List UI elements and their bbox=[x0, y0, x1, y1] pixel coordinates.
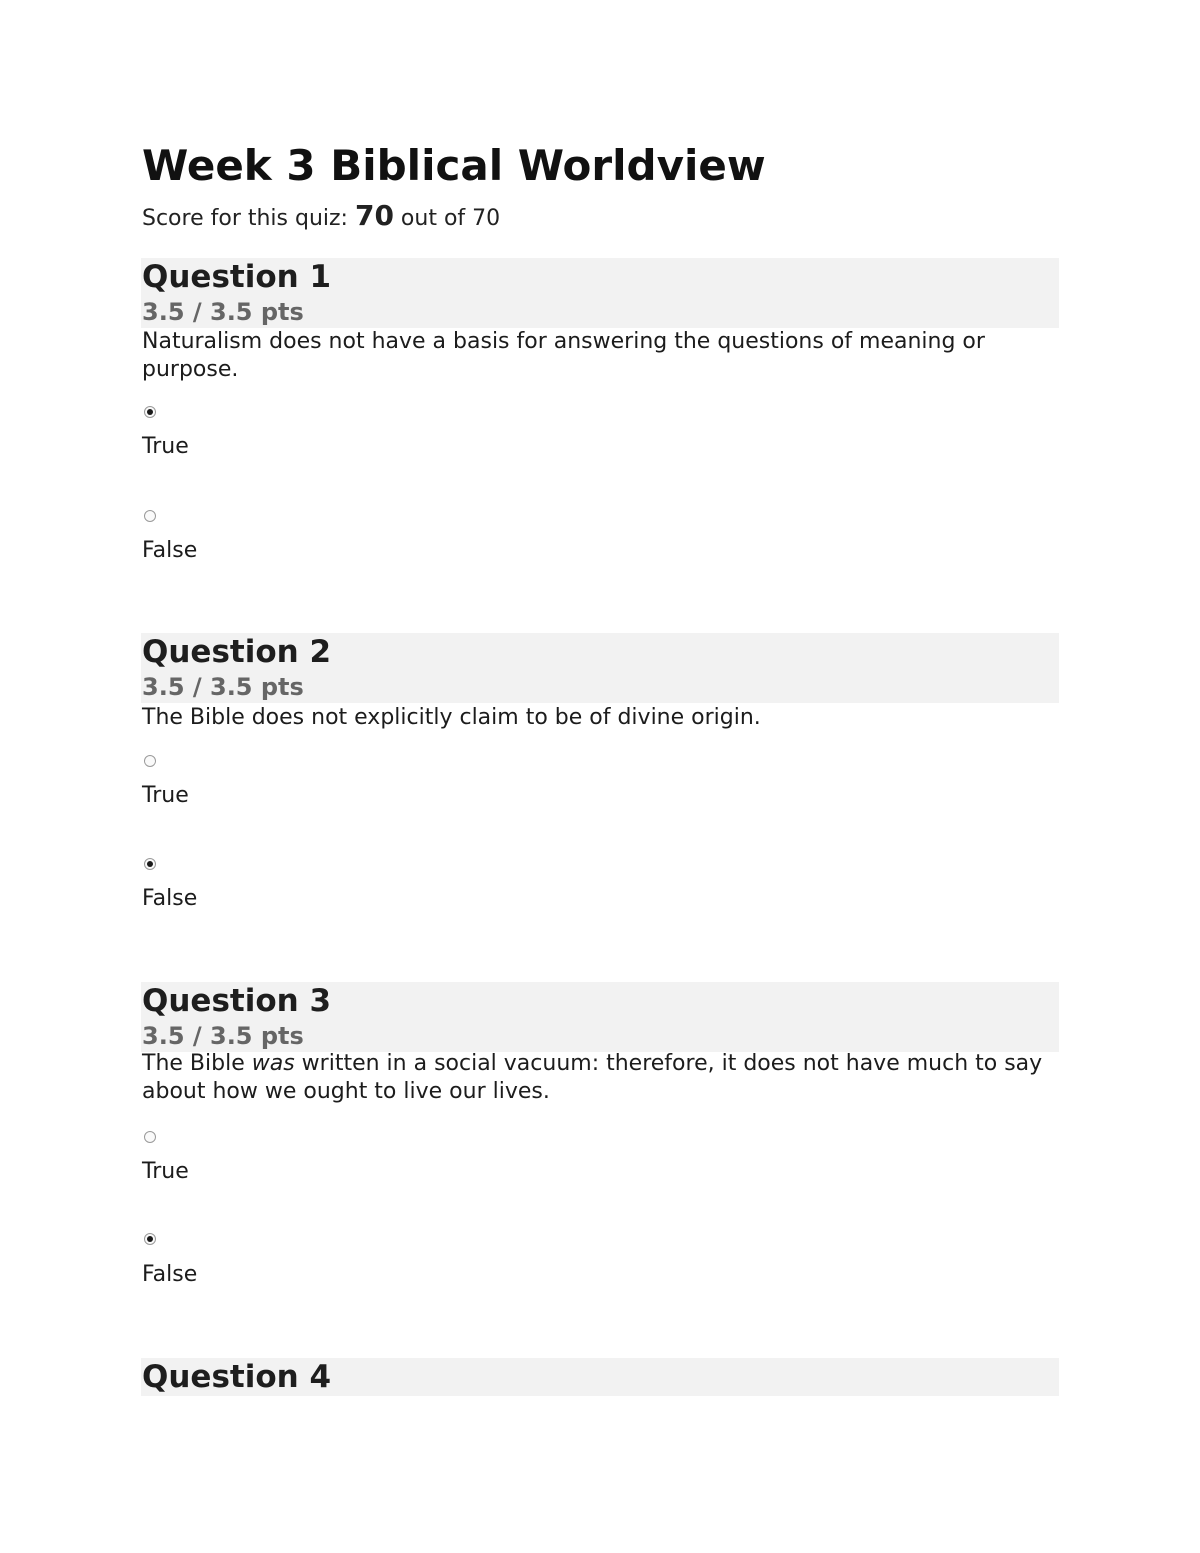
question-4-title: Question 4 bbox=[142, 1359, 332, 1395]
question-2-true-radio[interactable] bbox=[144, 755, 156, 767]
question-3-points: 3.5 / 3.5 pts bbox=[142, 1022, 304, 1050]
question-2-points: 3.5 / 3.5 pts bbox=[142, 673, 304, 701]
question-1-false-label: False bbox=[142, 538, 198, 563]
question-3-true-label: True bbox=[142, 1159, 189, 1184]
question-1-points: 3.5 / 3.5 pts bbox=[142, 298, 304, 326]
question-3-false-label: False bbox=[142, 1262, 198, 1287]
question-1-true-radio[interactable] bbox=[144, 406, 156, 418]
question-3-text-emphasis: was bbox=[251, 1051, 295, 1076]
question-3-text-end: written in a social vacuum: therefore, it does not have much to say about how we ought to live our lives. bbox=[142, 1051, 1043, 1104]
question-1-text: Naturalism does not have a basis for answering the questions of meaning or purpose. bbox=[142, 329, 985, 382]
score-value: 70 bbox=[354, 199, 394, 232]
question-4-header bbox=[141, 1358, 1059, 1396]
question-1-header bbox=[141, 258, 1059, 328]
quiz-title: Week 3 Biblical Worldview bbox=[142, 141, 766, 190]
question-3-text bbox=[142, 1050, 1062, 1106]
score-suffix: out of 70 bbox=[393, 206, 501, 231]
question-2-text: The Bible does not explicitly claim to be of divine origin. bbox=[142, 705, 761, 730]
quiz-score bbox=[142, 198, 500, 237]
question-3-title: Question 3 bbox=[142, 983, 332, 1019]
question-3-true-radio[interactable] bbox=[144, 1131, 156, 1143]
question-2-false-radio[interactable] bbox=[144, 858, 156, 870]
question-1-false-radio[interactable] bbox=[144, 510, 156, 522]
question-1-true-label: True bbox=[142, 434, 189, 459]
question-1-title: Question 1 bbox=[142, 259, 332, 295]
question-3-header bbox=[141, 982, 1059, 1052]
question-2-title: Question 2 bbox=[142, 634, 332, 670]
question-3-false-radio[interactable] bbox=[144, 1233, 156, 1245]
score-prefix: Score for this quiz: bbox=[142, 206, 355, 231]
question-2-true-label: True bbox=[142, 783, 189, 808]
question-3-text-start: The Bible bbox=[142, 1051, 252, 1076]
question-2-false-label: False bbox=[142, 886, 198, 911]
question-2-header bbox=[141, 633, 1059, 703]
